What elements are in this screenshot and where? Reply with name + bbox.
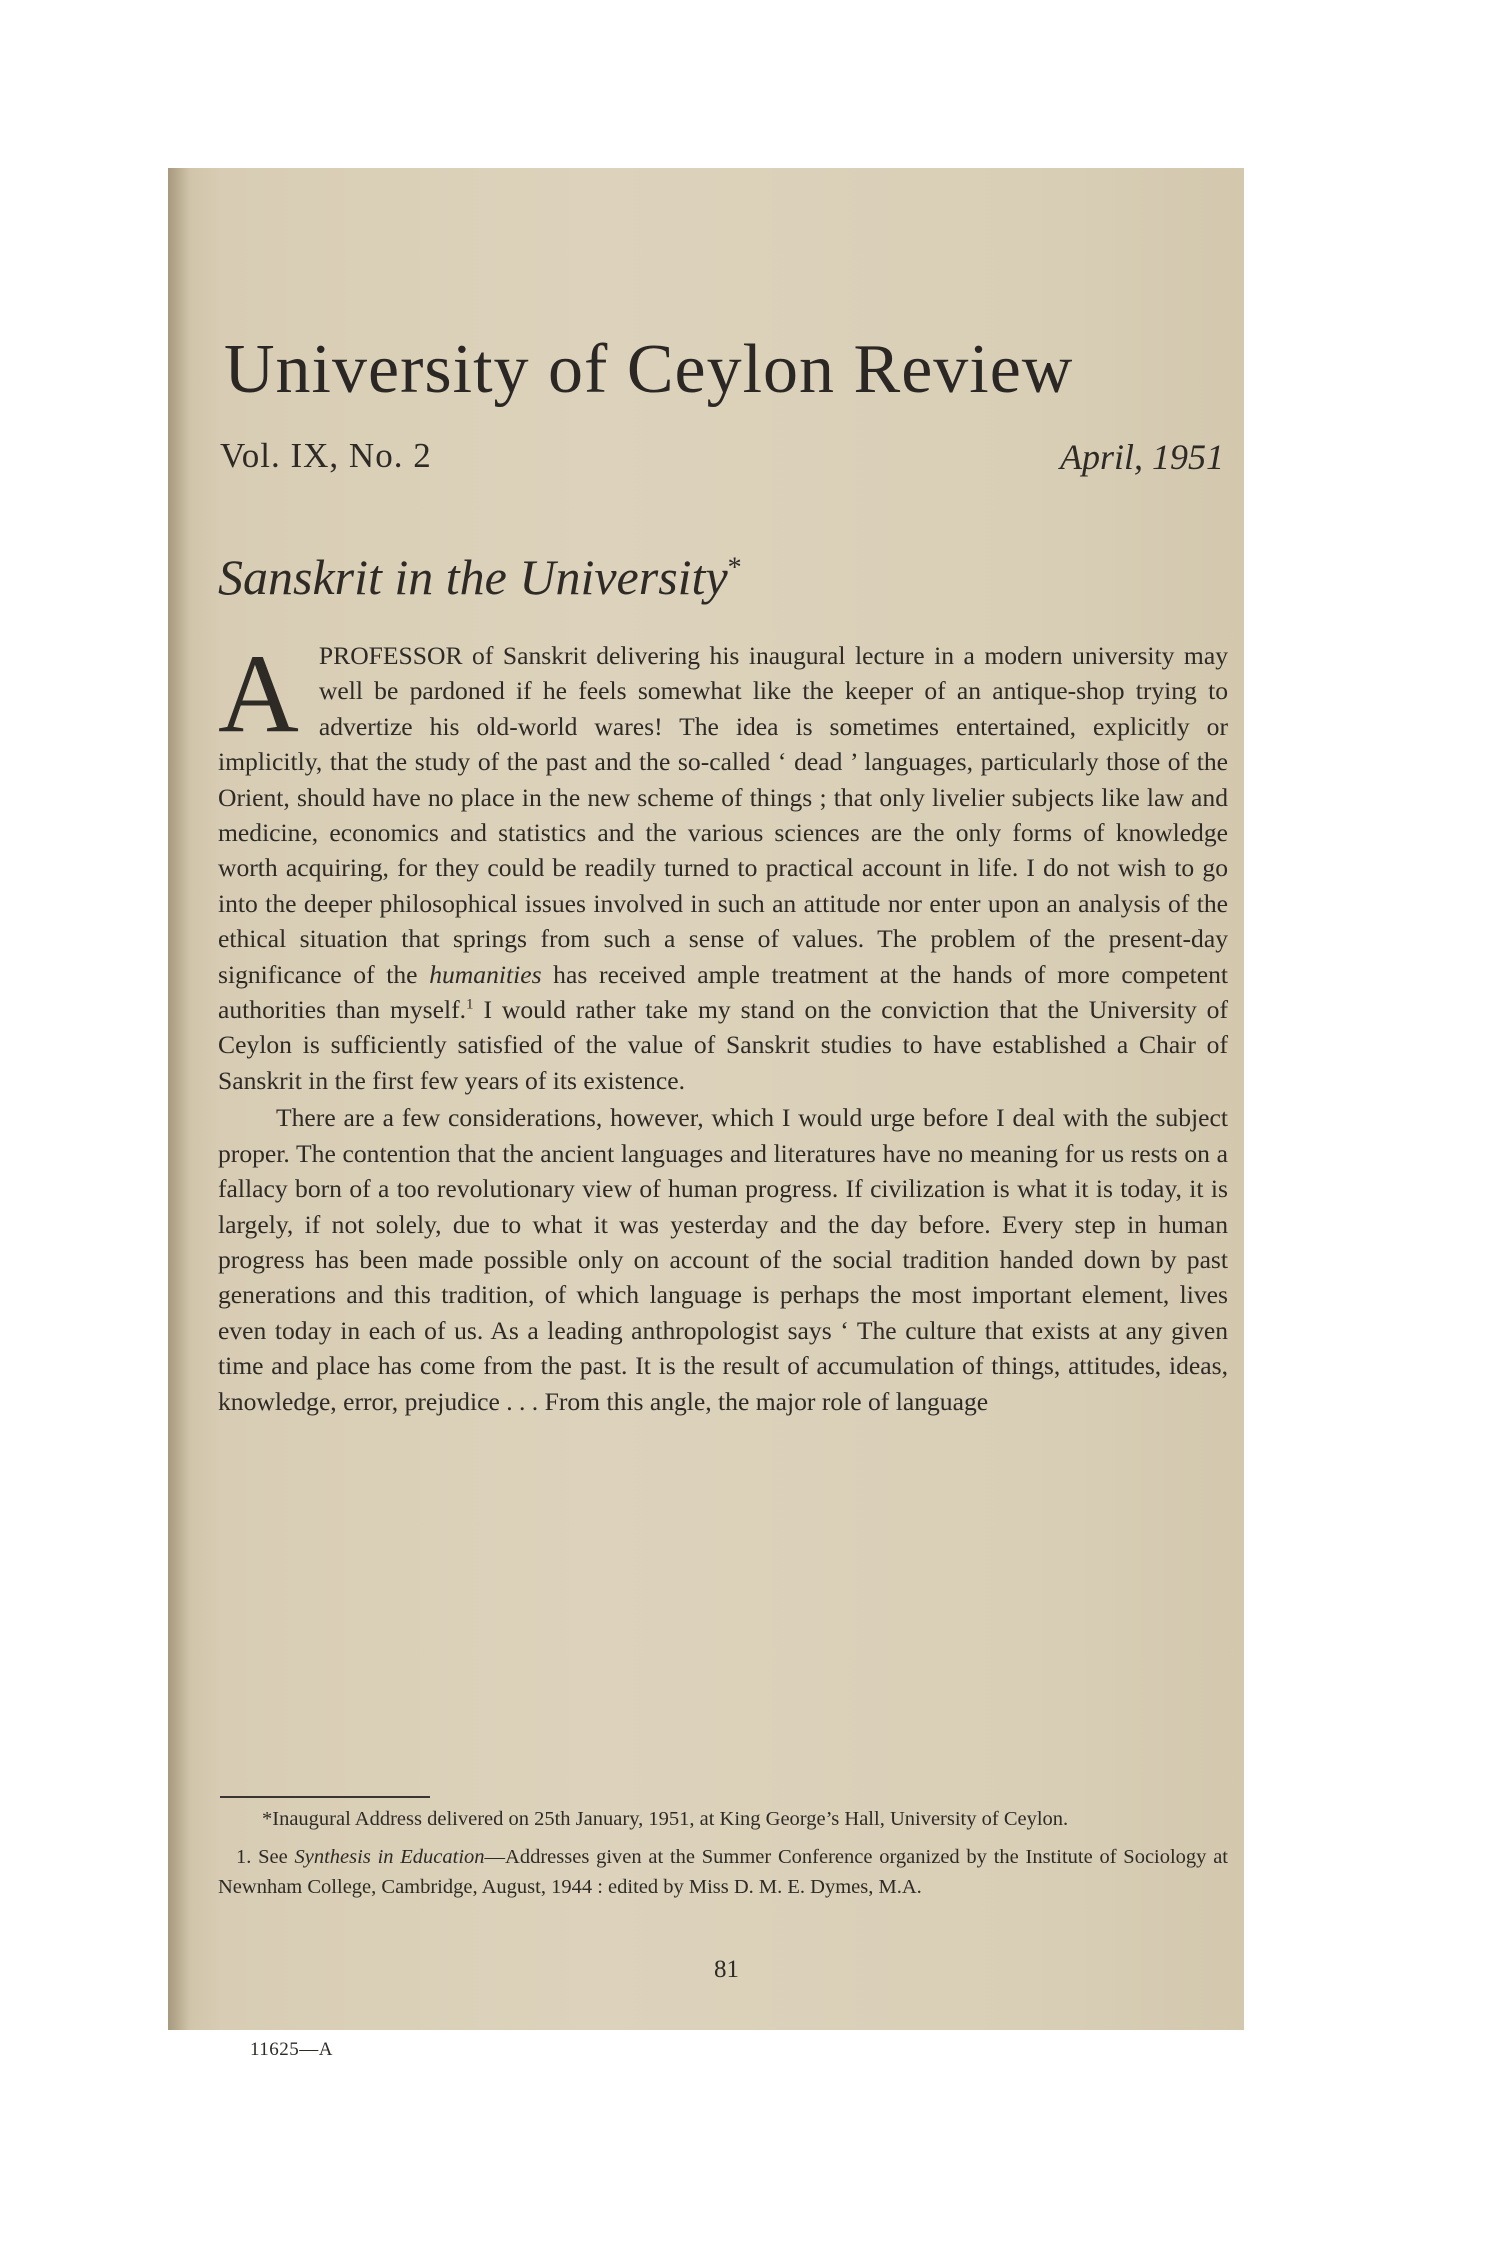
paragraph-1 (218, 632, 1228, 1098)
issue-date: April, 1951 (1059, 437, 1224, 477)
drop-cap: A (218, 632, 299, 756)
paragraph-2: There are a few considerations, however, which I would urge before I deal with the subject proper. The contention that the ancient languages and literatures have no meaning for us rests on a fallacy born of a too revolutionary view of human progress. If civilization is what it is today, it is largely, if not solely, due to what it was yesterday and the day before. Every step in human progress has been made possible only on account of the social tradition handed down by past generations and this tradition, of which language is perhaps the most important element, lives even today in each of us. As a leading anthropologist says ‘ The culture that exists at any given time and place has come from the past. It is the result of accumulation of things, attitudes, ideas, knowledge, error, prejudice . . . From this angle, the major role of language (218, 1103, 1228, 1416)
footnote-ref-1: 1 (466, 996, 474, 1013)
emphasis-humanities: humanities (429, 959, 542, 989)
volume-number: Vol. IX, No. 2 (220, 436, 432, 475)
page-binding-edge (168, 168, 190, 2030)
footnote-1-book-title: Synthesis in Education (294, 1846, 485, 1868)
paragraph-1-text-a: PROFESSOR of Sanskrit delivering his inaugural lecture in a modern university may well be pardoned if he feels somewhat like the keeper of an antique-shop trying to advertize his old-world wares! The idea is sometimes entertained, explicitly or implicitly, that the study of the past and the so-called ‘ dead ’ languages, particularly those of the Orient, should have no place in the new scheme of things ; that only livelier subjects like law and medicine, economics and statistics and the various sciences are the only forms of knowledge worth acquiring, for they could be readily turned to practical account in life. I do not wish to go into the deeper philosophical issues involved in such an attitude nor enter upon an analysis of the ethical situation that springs from such a sense of values. The problem of the present-day significance of the (218, 641, 1228, 989)
article-title-text: Sanskrit in the University (218, 549, 728, 605)
footnote-1-see: See (258, 1846, 295, 1868)
title-footnote-mark: * (727, 552, 742, 584)
page-number: 81 (714, 1956, 739, 1983)
paragraph-1-text-b: has received ample treatment at the hands of more competent authorities than myself. (218, 959, 1228, 1025)
journal-title: University of Ceylon Review (224, 331, 1074, 408)
article-title (218, 548, 742, 606)
footnote-1-rest: —Addresses given at the Summer Conference organized by the Institute of Sociology at Newnham College, Cambridge, August, 1944 : edited by Miss D. M. E. Dymes, M.A. (218, 1846, 1228, 1898)
paragraph-1-text-c: I would rather take my stand on the conviction that the University of Ceylon is sufficiently satisfied of the value of Sanskrit studies to have established a Chair of Sanskrit in the first few years of its existence. (218, 995, 1228, 1095)
footnote-1 (218, 1842, 1228, 1902)
printer-signature: 11625—A (250, 2039, 334, 2060)
footnote-1-number: 1. (236, 1846, 252, 1868)
footnote-inaugural: *Inaugural Address delivered on 25th January, 1951, at King George’s Hall, University of Ceylon. (262, 1808, 1069, 1830)
article-body (218, 632, 1228, 1419)
footnotes (218, 1804, 1228, 1910)
journal-page (168, 168, 1244, 2060)
footnote-divider (220, 1796, 430, 1798)
